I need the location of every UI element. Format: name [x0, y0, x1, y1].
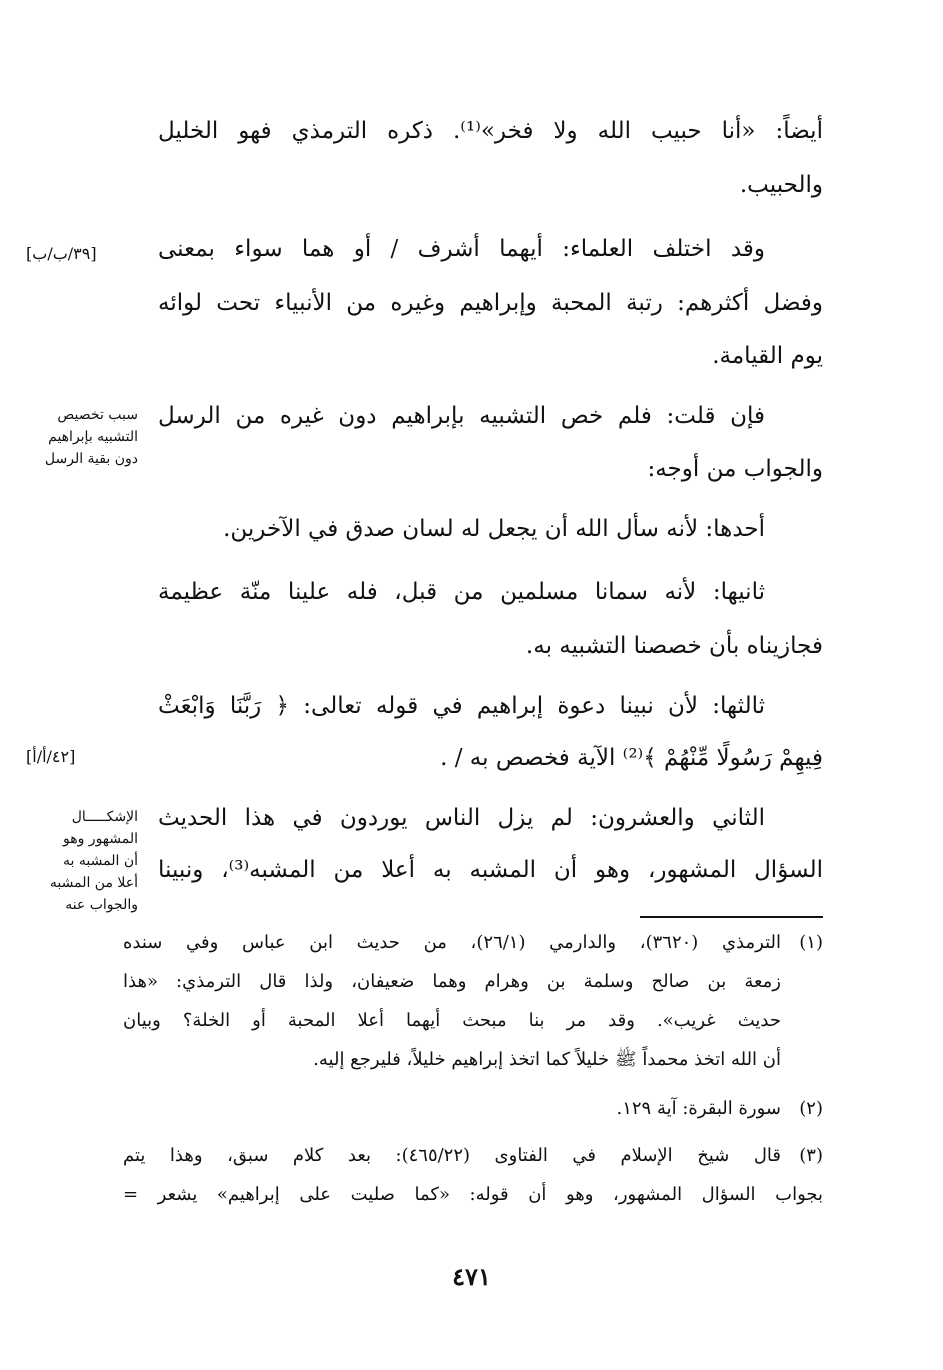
body-line-14: السؤال المشهور، وهو أن المشبه به أعلا من المشبه⁽³⁾، ونبينا: [158, 857, 823, 883]
margin-note-2-line: أن المشبه به: [63, 853, 138, 869]
footnote-3-line: بجواب السؤال المشهور، وهو أن قوله: «كما صليت على إبراهيم» يشعر =: [123, 1184, 823, 1205]
page-number: ٤٧١: [452, 1262, 491, 1291]
margin-note-1: [26, 404, 138, 470]
body-line-13: الثاني والعشرون: لم يزل الناس يوردون في هذا الحديث: [158, 805, 765, 831]
margin-note-1-line: سبب تخصيص: [57, 407, 138, 423]
body-line-2: والحبيب.: [739, 172, 823, 198]
body-line-6: فإن قلت: فلم خص التشبيه بإبراهيم دون غيره من الرسل: [158, 403, 765, 429]
margin-note-2: [26, 806, 138, 916]
body-line-12: فِيهِمْ رَسُولًا مِّنْهُمْ ﴾⁽²⁾ الآية فخصص به / .: [440, 745, 823, 771]
footnote-1-line: حديث غريب». وقد مر بنا مبحث أيهما أعلا المحبة أو الخلة؟ وبيان: [123, 1010, 781, 1031]
body-line-11: ثالثها: لأن نبينا دعوة إبراهيم في قوله تعالى: ﴿ رَبَّنَا وَابْعَثْ: [158, 693, 765, 719]
margin-note-2-line: الإشكـــــال: [71, 809, 138, 825]
body-line-1: أيضاً: «أنا حبيب الله ولا فخر»⁽¹⁾. ذكره الترمذي فهو الخليل: [158, 118, 823, 144]
footnote-number-2: (٢): [799, 1098, 823, 1119]
margin-ref-2: [٤٢/أ/أ]: [26, 747, 76, 766]
body-line-7: والجواب من أوجه:: [647, 456, 823, 482]
body-line-9: ثانيها: لأنه سمانا مسلمين من قبل، فله علينا منّة عظيمة: [158, 579, 765, 605]
footnote-2-line: سورة البقرة: آية ١٢٩.: [616, 1098, 781, 1119]
margin-note-2-line: والجواب عنه: [65, 897, 138, 913]
margin-note-1-line: دون بقية الرسل: [44, 451, 138, 467]
footnote-1-line: أن الله اتخذ محمداً ﷺ خليلاً كما اتخذ إبراهيم خليلاً، فليرجع إليه.: [313, 1049, 781, 1070]
body-line-3: وقد اختلف العلماء: أيهما أشرف / أو هما سواء بمعنى: [158, 236, 765, 262]
body-line-4: وفضل أكثرهم: رتبة المحبة وإبراهيم وغيره من الأنبياء تحت لوائه: [158, 290, 823, 316]
body-line-5: يوم القيامة.: [712, 343, 823, 369]
body-line-8: أحدها: لأنه سأل الله أن يجعل له لسان صدق في الآخرين.: [223, 516, 765, 542]
footnote-separator: [640, 916, 823, 918]
margin-ref-1: [٣٩/ب/ب]: [26, 244, 97, 263]
footnote-1-line: زمعة بن صالح وسلمة بن وهرام وهما ضعيفان، ولذا قال الترمذي: «هذا: [123, 971, 781, 992]
margin-note-2-line: أعلا من المشبه: [49, 875, 138, 891]
margin-note-1-line: التشبيه بإبراهيم: [48, 429, 138, 445]
margin-note-2-line: المشهور وهو: [62, 831, 138, 847]
footnote-1-line: الترمذي (٣٦٢٠)، والدارمي (٢٦/١)، من حديث ابن عباس وفي سنده: [123, 932, 782, 953]
footnote-number-1: (١): [799, 932, 823, 953]
footnote-number-3: (٣): [799, 1145, 823, 1166]
footnote-3-line: قال شيخ الإسلام في الفتاوى (٤٦٥/٢٢): بعد كلام سبق، وهذا يتم: [123, 1145, 781, 1166]
body-line-10: فجازيناه بأن خصصنا التشبيه به.: [525, 633, 823, 659]
